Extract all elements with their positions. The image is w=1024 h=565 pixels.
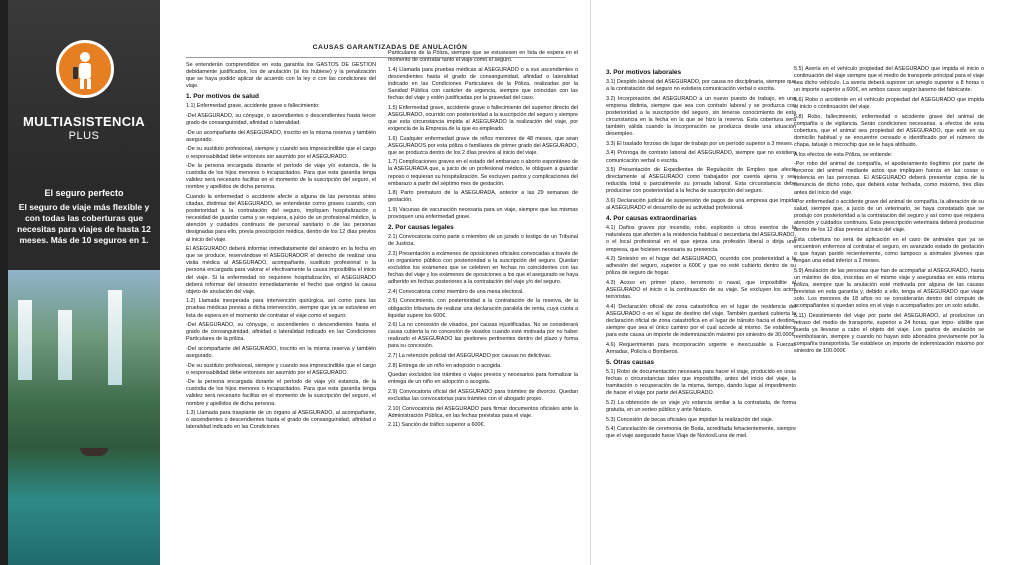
paragraph: 1.3) Llamada para trasplante de un órgano al ASEGURADO, al acompañante, o ascendientes o descendientes hasta el grado de consanguinidad, afinidad o lateralidad indicado en las Condiciones	[186, 410, 376, 431]
paragraph: 2.7) La retención policial del ASEGURADO por causas no delictivas.	[388, 353, 552, 360]
paragraph: Cuando la enfermedad o accidente afecte a alguna de las personas antes citadas, distintas del ASEGURADO, se entenderán como graves cuando, con posterioridad a la contratación del seguro, impliquen hospitalización o necesidad de guardar cama y se requiera, a juicio de un profesional médico, la atención y cuidados continuos de personal sanitario o de las personas designadas para ello, previa prescripción médica, dentro de los 12 días previos al inicio del viaje.	[186, 194, 376, 243]
paragraph: 2.8) Entrega de un niño en adopción o acogida.	[388, 362, 502, 369]
paragraph: 4.4) Declaración oficial de zona catastrófica en el lugar de residencia del ASEGURADO o en el lugar de destino del viaje. También quedará cubierta la declaración oficial de zona catastrófica en el lugar de tránsito hacia el destino, siempre que sea el único camino por el cual accede al mismo. Se establece para este causa un importe de indemnización máximo por siniestro de 30.000€	[606, 303, 796, 339]
paragraph: 5.2) La obtención de un viaje y/o estancia similar a la contratada, de forma gratuita, en un sorteo público y ante Notario.	[606, 399, 796, 413]
section-heading: 4. Por causas extraordinarias	[606, 215, 697, 223]
paragraph: 1.2) Llamada inesperada para intervención quirúrgica, así como para las pruebas médicas previas a dicha intervención, siempre que ya se estuviese en lista de espera en el momento de contratar el viaje como el seguro:	[186, 298, 376, 319]
paragraph: -Del ASEGURADO, su cónyuge, o ascendientes o descendientes hasta tercer grado de consanguinidad, afinidad o lateralidad.	[186, 113, 376, 127]
paragraph: 2.6) La no concesión de visados, por causas injustificadas. No se considerará causa cubierta la no concesión de visados cuando esté motivada por no haber realizado el ASEGURADO las gestiones pertinentes dentro del plazo y forma para su concesión.	[388, 322, 578, 350]
paragraph: 5.5) Avería en el vehículo propiedad del ASEGURADO que impida el inicio o continuación del viaje siempre que el medio de transporte principal para el viaje sea dicho vehículo. La avería deberá suponer un arreglo superior a 8 horas o un importe superior a 600€, en ambos casos según baremo del fabricante.	[794, 66, 984, 94]
paragraph: -Del acompañante del ASEGURADO, inscrito en la misma reserva y también asegurado.	[186, 345, 376, 359]
paragraph: 3.2) Incorporación del ASEGURADO a un nuevo puesto de trabajo, en una empresa distinta, siempre que sea con contrato laboral y se produzca con posterioridad a la suscripción del seguro, sin tenerse conocimiento de esta circunstancia en la fecha en la que se hizo la reserva. Esta cobertura será también válida cuando la incorporación se produzca desde una situación desempleo.	[606, 95, 796, 138]
paragraph: 5.3) Concesión de becas oficiales que impidan la realización del viaje.	[606, 416, 774, 423]
paragraph: 4.3) Acoso en primer plano, terremoto o naval, que imposibilite al ASEGURADO el inicio o la continuación de su viaje. Se excluyen los actos terroristas.	[606, 279, 796, 301]
paragraph: Quedan excluidos los trámites o viajes previos y necesarios para formalizar la entrega de un niño en adopción o acogida.	[388, 372, 578, 386]
paragraph: 3.1) Despido laboral del ASEGURADO, por causa no disciplinaria, siempre que a la contratación del seguro no existiera comunicación verbal o escrita.	[606, 79, 796, 93]
tagline-title: El seguro perfecto	[44, 188, 124, 198]
paragraph: -Por enfermedad o accidente grave del animal de compañía, la alteración de su salud, siempre que, a juicio de un veterinario, se haya constatado que se produjo con posterioridad a la contratación del seguro y así como que requiera atención y cuidados continuos. Esta prescripción veterinaria deberá producirse dentro de los 12 días previos al inicio del viaje.	[794, 199, 984, 234]
document-title: CAUSAS GARANTIZADAS DE ANULACIÓN	[312, 44, 468, 51]
paragraph: 5.4) Cancelación de ceremonia de Boda, acreditada fehacientemente, siempre que el viaje asegurado fuese Viaje de Novios/Luna de miel.	[606, 426, 796, 440]
section-heading: 3. Por motivos laborales	[606, 69, 682, 76]
waterfall-shape	[18, 300, 32, 380]
paragraph: 4.2) Siniestro en el hogar del ASEGURADO, ocurrido con posterioridad a la adhesión del seguro, superior a 600€ y que no esté cubierto dentro de su póliza de seguro de hogar.	[606, 256, 796, 277]
paragraph: 2.4) Convocatoria como miembro de una mesa electoral.	[388, 288, 524, 295]
column-2	[388, 50, 578, 432]
paragraph: 5.8) Robo, fallecimiento, enfermedad o accidente grave del animal de compañía o de vigilancia. Serán condiciones necesarias, a efectos de esta cobertura, que el animal sea propiedad del ASEGURADO, que esté en su domicilio habitual y se encuentre censado e identificado por el número de chapa, tatuaje o microchip que se le haya atribuido.	[794, 113, 984, 148]
page-right	[594, 0, 1024, 565]
paragraph: 2.10) Convocatoria del ASEGURADO para firmar documentos oficiales ante la Administración Pública, en las fechas previstas para el viaje.	[388, 405, 578, 419]
paragraph: 3.4) Prórroga de contrato laboral del ASEGURADO, siempre que no existiera comunicación verbal o escrita.	[606, 150, 796, 164]
paragraph: 5.11) Desistimiento del viaje por parte del ASEGURADO, al producirse un retraso del medio de transporte, superior a 24 horas, que impo- sibilite que pueda ya llevarse a cabo el objeto del viaje. Los gastos de anulación se reembolsarán, siempre y cuando no hayan sido abonados previamente por la compañía transportista. Se establece un importe de indemnización máximo por siniestro de 100.000€	[794, 313, 984, 355]
paragraph: 1.6) Cualquier enfermedad grave de niños menores de 48 meses, que sean ASEGURADOS por esta póliza o familiares de primer grado del ASEGURADO, que se produzca dentro de los 2 días previos al inicio del viaje.	[388, 135, 578, 156]
paragraph: 1.9) Vacunas de vacunación necesaria para un viaje, siempre que las mismas provoquen una enfermedad grave.	[388, 206, 578, 220]
paragraph: 1.7) Complicaciones graves en el estado del embarazo o aborto espontáneo de la ASEGURADA que, a juicio de un profesional médico, le obliguen a guardar reposo o requieran su hospitalización. Se excluyen partos y complicaciones del embarazo a partir del séptimo mes de gestación.	[388, 159, 578, 187]
paragraph: A los efectos de esta Póliza, se entiende:	[794, 151, 893, 158]
waterfall-shape	[108, 290, 122, 385]
paragraph: Esta cobertura no será de aplicación en el caso de animales que ya se encuentren enfermos al contratar el seguro, en avanzado estado de gestación o que hayan parido recientemente, como tampoco a animales jóvenes que tengan una edad inferior a 2 meses.	[794, 237, 984, 265]
paragraph: 5.9) Anulación de las personas que han de acompañar al ASEGURADO, hasta un máximo de dos, inscritas en el mismo viaje y aseguradas en esta misma póliza, siempre que la anulación esté motivada por alguna de las causas previstas en esta garantía y, debido a ello, tenga el ASEGURADO que viajar solo. Los menores de 18 años no se considerarán dentro del cómputo de acompañantes si quedan solos en el viaje o acompañados por un solo adulto.	[794, 267, 984, 310]
traveler-logo-icon	[56, 40, 114, 98]
paragraph: 1.1) Enfermedad grave, accidente grave o fallecimiento:	[186, 103, 320, 110]
paragraph: -De su sustituto profesional, siempre y cuando sea imprescindible que el cargo o responsabilidad debe entonces ser asumido por el ASEGURADO.	[186, 362, 376, 376]
paragraph: Particulares de la Póliza, siempre que se estuviesen en lista de espera en el momento de contratar tanto el viaje como el seguro.	[388, 50, 578, 64]
brand-name: MULTIASISTENCIA	[23, 114, 145, 129]
section-heading: 2. Por causas legales	[388, 224, 454, 232]
paragraph: 5.6) Robo o accidente en el vehículo propiedad del ASEGURADO que impida el inicio o continuación del viaje.	[794, 96, 984, 110]
paragraph: 3.3) El traslado forzoso de lugar de trabajo por un período superior a 3 meses.	[606, 140, 794, 147]
tagline-text: El seguro de viaje más flexible y con todas las coberturas que necesitas para viajes de hasta 12 meses. Más de 10 seguros en 1.	[17, 202, 151, 245]
paragraph: 2.2) Presentación a exámenes de oposiciones oficiales convocadas a través de un organismo público con posterioridad a la suscripción del seguro. Quedan excluidos los exámenes que se celebren en fechas no coincidentes con las fechas del viaje y los exámenes de oposiciones a los que el asegurado se haya adherido en fechas posteriores a la contratación del viaje y/o del seguro.	[388, 250, 578, 286]
brand-subname: PLUS	[68, 130, 100, 142]
column-4	[794, 66, 984, 358]
paragraph: El ASEGURADO deberá informar inmediatamente del siniestro en la fecha en que se produce, reservándose el ASEGURADOR el derecho de realizar una visita médica al ASEGURADO, acompañante, sustituto profesional o la persona encargada para valorar el efectivamente la causa imposibilita el inicio del viaje. Si la enfermedad no requiriere hospitalización, el ASEGURADO deberá informar del siniestro inmediatamente el hecho que originó la causa objeto de anulación del viaje.	[186, 246, 376, 295]
paragraph: 4.1) Daños graves por incendio, robo, explosión u otros eventos de la naturaleza que afecten a la residencia habitual o secundaria del ASEGURADO, o el local profesional en el que ejerza una profesión liberal o dirija una empresa, que hiciesen necesaria su presencia.	[606, 225, 796, 253]
section-heading: 1. Por motivos de salud	[186, 93, 259, 101]
paragraph: 2.11) Sanción de tráfico superior a 600€.	[388, 422, 485, 429]
waterfall-shape	[58, 310, 72, 380]
edge-strip	[0, 0, 8, 565]
paragraph: 2.5) Conocimiento, con posterioridad a la contratación de la reserva, de la obligación tributaria de realizar una declaración paralela de renta, cuya cuota a liquidar supere los 600€.	[388, 298, 578, 319]
paragraph: 3.6) Declaración judicial de suspensión de pagos de una empresa que impida al ASEGURADO el desarrollo de su actividad profesional.	[606, 198, 796, 212]
paragraph: -De su sustituto profesional, siempre y cuando sea imprescindible que el cargo o responsabilidad debe entonces ser asumido por el ASEGURADO.	[186, 146, 376, 160]
paragraph: 3.5) Presentación de Expedientes de Regulación de Empleo que afecte directamente al ASEGURADO como trabajador por cuenta ajena y sea reducida total o parcialmente su jornada laboral. Esta circunstancia debe producirse con posterioridad a la fecha de suscripción del seguro.	[606, 167, 796, 195]
paragraph: 5.1) Robo de documentación necesaria para hacer el viaje, producido en unas fechas o circunstancias tales que imposibilite, antes del inicio del viaje, la tramitación o recuperación de la misma, tiempo, dando lugar al impedimento de hacer el viaje por parte del ASEGURADO.	[606, 368, 796, 397]
paragraph: -De la persona encargada durante el período de viaje y/o estancia, de la custodia de los hijos menores o incapacitados. Para que esta garantía tenga validez será necesario facilitar en el momento de la suscripción del seguro, el nombre y apellidos de dicha persona.	[186, 379, 376, 407]
paragraph: -Del ASEGURADO, su cónyuge, o ascendientes o descendientes hasta el grado de consanguinidad, afinidad o lateralidad indicado en las Condiciones Particulares de la póliza.	[186, 322, 376, 343]
waterfall-photo	[8, 270, 160, 565]
paragraph: 2.1) Convocatoria como parte o miembro de un jurado o testigo de un Tribunal de Justicia.	[388, 234, 578, 248]
paragraph: 4.6) Requerimiento para incorporación urgente e inexcusable a Fuerzas Armadas, Policía o Bomberos.	[606, 341, 796, 355]
paragraph: -Por robo del animal de compañía, el apoderamiento ilegítimo por parte de terceros del animal mediante actos que impliquen fuerza en las cosas o violencia en las personas. El ASEGURADO deberá presentar copia de la denuncia de dicho robo, que deberá estar fechada, como máximo, tres días antes del inicio del viaje.	[794, 161, 984, 196]
boat-shape	[80, 448, 108, 456]
page-left	[160, 0, 591, 565]
column-3	[606, 66, 796, 443]
paragraph: 1.8) Parto prematuro de la ASEGURADA, anterior a las 29 semanas de gestación.	[388, 190, 578, 204]
intro-paragraph: Se entenderán comprendidos en esta garantía los GASTOS DE GESTION debidamente justificados, los de anulación (si los hubiese) y la penalización que se haya podido aplicar de acuerdo con la ley o con las condiciones del viaje.	[186, 62, 376, 90]
paragraph: 1.4) Llamada para pruebas médicas al ASEGURADO o a sus ascendientes o descendientes hasta el grado de consanguinidad, afinidad o lateralidad indicado en las Condiciones Particulares de la Póliza, realizadas por la Sanidad Pública con carácter de urgencia, siempre que coincidan con las fechas del viaje y estén justificadas por la gravedad del caso.	[388, 66, 578, 102]
paragraph: 1.5) Enfermedad grave, accidente grave o fallecimiento del superior directo del ASEGURADO, ocurrido con posterioridad a la suscripción del seguro y siempre que esta circunstancia impida al ASEGURADO la realización del viaje, por exigencia de la Empresa de la que es empleado.	[388, 104, 578, 132]
paragraph: -De la persona encargada durante el período de viaje y/o estancia, de la custodia de los hijos menores o incapacitados. Para que esta garantía tenga validez será necesario facilitar en el momento de la suscripción del seguro, el nombre y apellidos de dicha persona.	[186, 163, 376, 191]
paragraph: 2.9) Convocatoria oficial del ASEGURADO para trámites de divorcio. Quedan excluidas las convocatorias para trámites con el abogado propio.	[388, 388, 578, 403]
column-1	[186, 62, 376, 434]
section-heading: 5. Otras causas	[606, 358, 655, 366]
brochure-cover	[8, 0, 160, 565]
paragraph: -De un acompañante del ASEGURADO, inscrito en la misma reserva y también asegurado.	[186, 129, 376, 143]
